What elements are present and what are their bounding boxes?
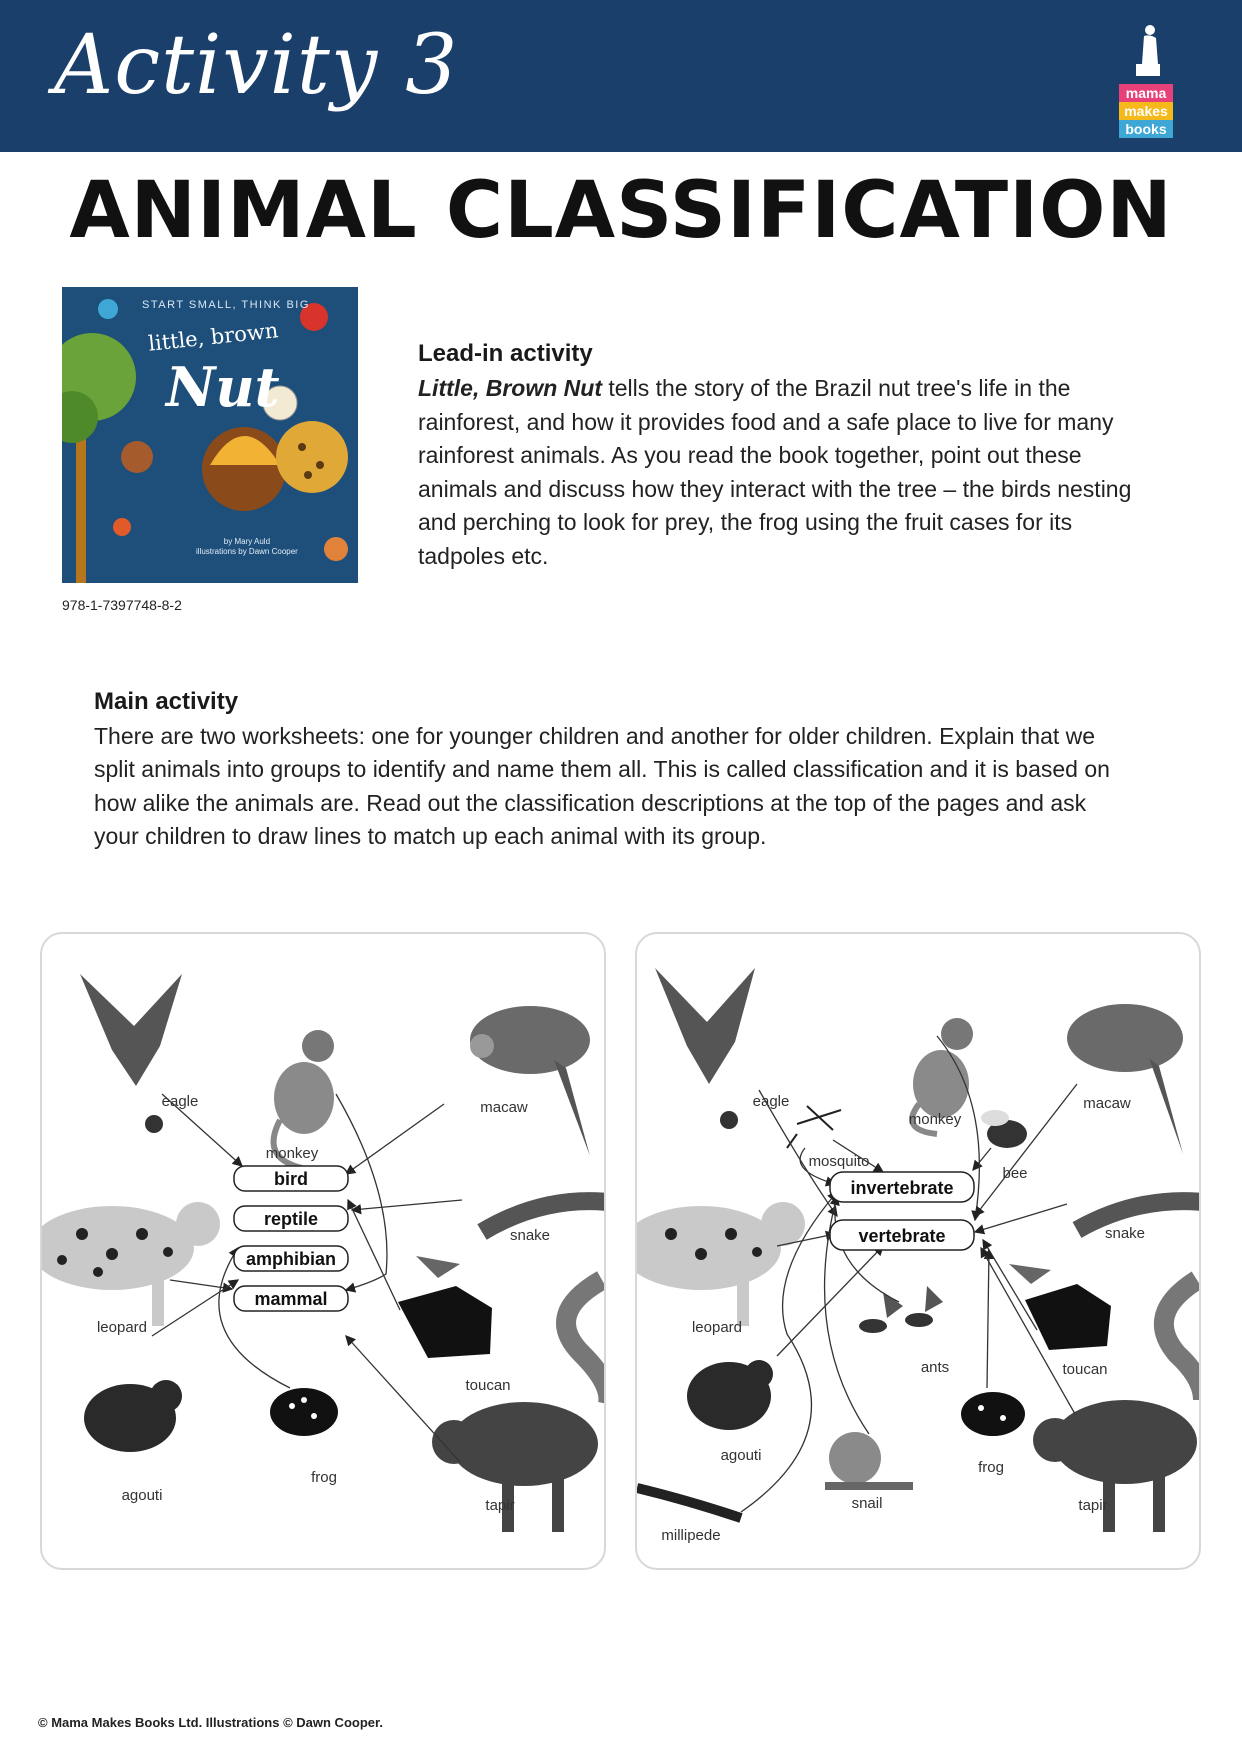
label-eagle: eagle xyxy=(752,1093,790,1110)
book-illustrator: illustrations by Dawn Cooper xyxy=(196,547,298,556)
tapir-illustration xyxy=(432,1402,598,1532)
label-agouti: agouti xyxy=(121,1487,163,1504)
label-monkey: monkey xyxy=(908,1111,962,1128)
label-tapir: tapir xyxy=(1078,1497,1108,1514)
book-author: by Mary Auld xyxy=(223,537,271,546)
mama-makes-books-logo xyxy=(1116,24,1176,142)
logo-word-mama: mama xyxy=(1119,84,1173,102)
activity-title: Activity 3 xyxy=(54,18,459,113)
label-monkey: monkey xyxy=(265,1145,319,1162)
tapir-illustration xyxy=(1033,1400,1197,1532)
worksheet-older xyxy=(635,932,1201,1570)
group-label-bird: bird xyxy=(274,1169,308,1189)
page-title: ANIMAL CLASSIFICATION xyxy=(69,166,1173,256)
group-label-amphibian: amphibian xyxy=(245,1249,337,1269)
book-cover xyxy=(62,287,358,583)
label-tapir: tapir xyxy=(485,1497,515,1514)
label-macaw: macaw xyxy=(480,1099,528,1116)
label-leopard: leopard xyxy=(691,1319,743,1336)
label-toucan: toucan xyxy=(1062,1361,1108,1378)
group-label-vertebrate: vertebrate xyxy=(858,1226,946,1246)
label-millipede: millipede xyxy=(661,1527,721,1544)
book-subtitle: little, brown xyxy=(147,318,280,356)
logo-word-makes: makes xyxy=(1119,102,1173,120)
toucan-illustration xyxy=(1009,1264,1111,1350)
frog-illustration xyxy=(961,1392,1025,1436)
label-macaw: macaw xyxy=(1083,1095,1131,1112)
leopard-illustration xyxy=(637,1202,805,1326)
frog-illustration xyxy=(270,1388,338,1436)
label-frog: frog xyxy=(978,1459,1004,1476)
leopard-illustration xyxy=(42,1202,220,1326)
label-toucan: toucan xyxy=(465,1377,511,1394)
label-snail: snail xyxy=(851,1495,883,1512)
ants-illustration xyxy=(859,1286,943,1333)
label-frog: frog xyxy=(311,1469,337,1486)
book-title: Nut xyxy=(166,355,280,419)
lead-in-text xyxy=(418,372,1138,573)
agouti-illustration xyxy=(687,1360,773,1430)
main-activity-heading: Main activity xyxy=(94,688,239,715)
bee-illustration xyxy=(981,1110,1027,1148)
agouti-illustration xyxy=(84,1380,182,1452)
lead-in-heading: Lead-in activity xyxy=(418,340,593,367)
millipede-illustration xyxy=(637,1488,741,1518)
main-activity-text: There are two worksheets: one for younger children and another for older children. Explain that we split animals into groups to identify and name them all. This is called classification and it is based on how alike the animals are. Read out the classification descriptions at the top of the pages and ask your children to draw lines to match up each animal with its group. xyxy=(94,723,1110,850)
logo-figure-icon xyxy=(1136,24,1160,78)
book-isbn: 978-1-7397748-8-2 xyxy=(62,597,182,613)
macaw-illustration xyxy=(470,1006,590,1156)
eagle-illustration xyxy=(655,968,755,1129)
snail-illustration xyxy=(825,1432,913,1486)
lead-in-description: tells the story of the Brazil nut tree's life in the rainforest, and how it provides food and a safe place to live for many rainforest animals. As you read the book together, point out these animals and discuss how they interact with the tree – the birds nesting and perching to look for prey, the frog using the fruit cases for its tadpoles etc. xyxy=(418,375,1132,569)
toucan-illustration xyxy=(398,1256,492,1358)
label-snake: snake xyxy=(1104,1225,1146,1242)
label-agouti: agouti xyxy=(720,1447,762,1464)
group-label-invertebrate: invertebrate xyxy=(850,1178,954,1198)
label-mosquito: mosquito xyxy=(808,1153,870,1170)
group-label-mammal: mammal xyxy=(254,1289,328,1309)
copyright-footer: © Mama Makes Books Ltd. Illustrations © Dawn Cooper. xyxy=(38,1715,383,1730)
worksheet-younger xyxy=(40,932,606,1570)
lead-in-book-name: Little, Brown Nut xyxy=(418,375,602,401)
label-ants: ants xyxy=(920,1359,950,1376)
book-series: START SMALL, THINK BIG xyxy=(142,299,310,311)
mosquito-illustration xyxy=(787,1106,841,1148)
label-eagle: eagle xyxy=(161,1093,199,1110)
logo-word-books: books xyxy=(1119,120,1173,138)
label-bee: bee xyxy=(1002,1165,1028,1182)
group-label-reptile: reptile xyxy=(263,1209,319,1229)
label-snake: snake xyxy=(509,1227,551,1244)
book-credits xyxy=(196,537,298,557)
macaw-illustration xyxy=(1067,1004,1183,1154)
label-leopard: leopard xyxy=(96,1319,148,1336)
header-banner xyxy=(0,0,1242,152)
